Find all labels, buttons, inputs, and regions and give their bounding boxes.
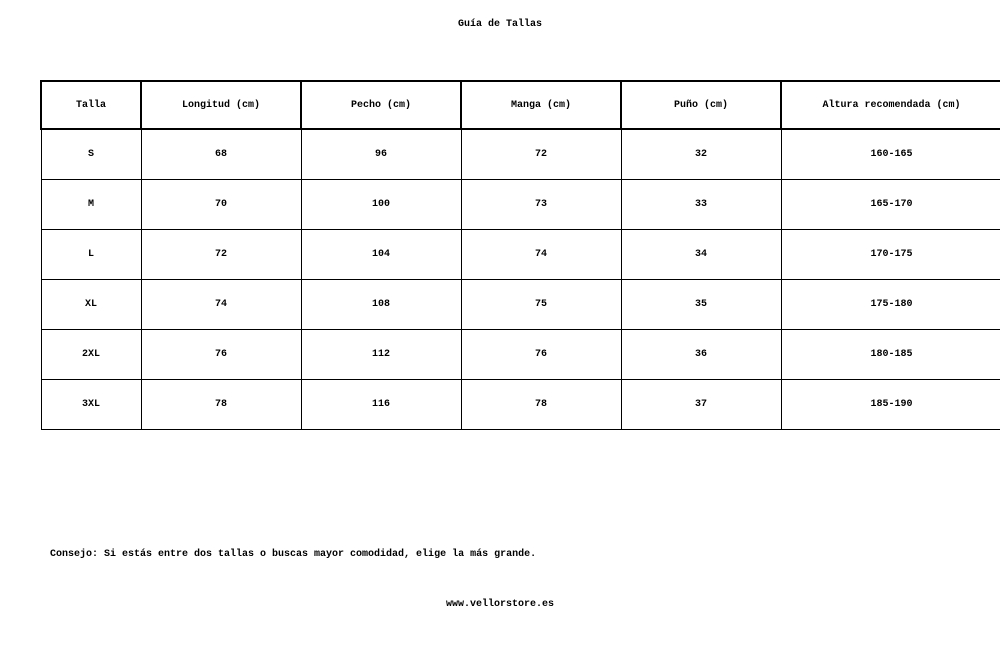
cell-puno: 36 (621, 330, 781, 380)
cell-talla: S (41, 129, 141, 180)
cell-puno: 34 (621, 230, 781, 280)
cell-manga: 76 (461, 330, 621, 380)
cell-altura: 170-175 (781, 230, 1000, 280)
header-longitud: Longitud (cm) (141, 81, 301, 129)
page-title: Guía de Tallas (457, 19, 542, 30)
header-manga: Manga (cm) (461, 81, 621, 129)
cell-talla: XL (41, 280, 141, 330)
cell-pecho: 96 (301, 129, 461, 180)
table-row (41, 129, 1000, 180)
table-row (41, 180, 1000, 230)
cell-longitud: 76 (141, 330, 301, 380)
cell-talla: 2XL (41, 330, 141, 380)
table-row (41, 230, 1000, 280)
cell-puno: 33 (621, 180, 781, 230)
cell-longitud: 70 (141, 180, 301, 230)
size-chart-table (40, 80, 1000, 430)
cell-longitud: 72 (141, 230, 301, 280)
cell-talla: L (41, 230, 141, 280)
cell-manga: 75 (461, 280, 621, 330)
cell-pecho: 108 (301, 280, 461, 330)
table-header-row (41, 81, 1000, 129)
header-pecho: Pecho (cm) (301, 81, 461, 129)
cell-pecho: 100 (301, 180, 461, 230)
sizing-tip: Consejo: Si estás entre dos tallas o buscas mayor comodidad, elige la más grande. (50, 549, 537, 560)
cell-puno: 32 (621, 129, 781, 180)
cell-altura: 175-180 (781, 280, 1000, 330)
cell-pecho: 116 (301, 380, 461, 430)
header-puno: Puño (cm) (621, 81, 781, 129)
cell-talla: 3XL (41, 380, 141, 430)
cell-longitud: 74 (141, 280, 301, 330)
cell-altura: 165-170 (781, 180, 1000, 230)
cell-puno: 37 (621, 380, 781, 430)
cell-puno: 35 (621, 280, 781, 330)
cell-manga: 72 (461, 129, 621, 180)
website-url: www.vellorstore.es (445, 599, 555, 610)
header-talla: Talla (41, 81, 141, 129)
cell-manga: 74 (461, 230, 621, 280)
cell-manga: 78 (461, 380, 621, 430)
table-row (41, 280, 1000, 330)
cell-pecho: 112 (301, 330, 461, 380)
cell-altura: 185-190 (781, 380, 1000, 430)
cell-longitud: 78 (141, 380, 301, 430)
cell-altura: 160-165 (781, 129, 1000, 180)
cell-talla: M (41, 180, 141, 230)
table-row (41, 380, 1000, 430)
cell-pecho: 104 (301, 230, 461, 280)
cell-manga: 73 (461, 180, 621, 230)
table-row (41, 330, 1000, 380)
cell-longitud: 68 (141, 129, 301, 180)
header-altura: Altura recomendada (cm) (781, 81, 1000, 129)
cell-altura: 180-185 (781, 330, 1000, 380)
